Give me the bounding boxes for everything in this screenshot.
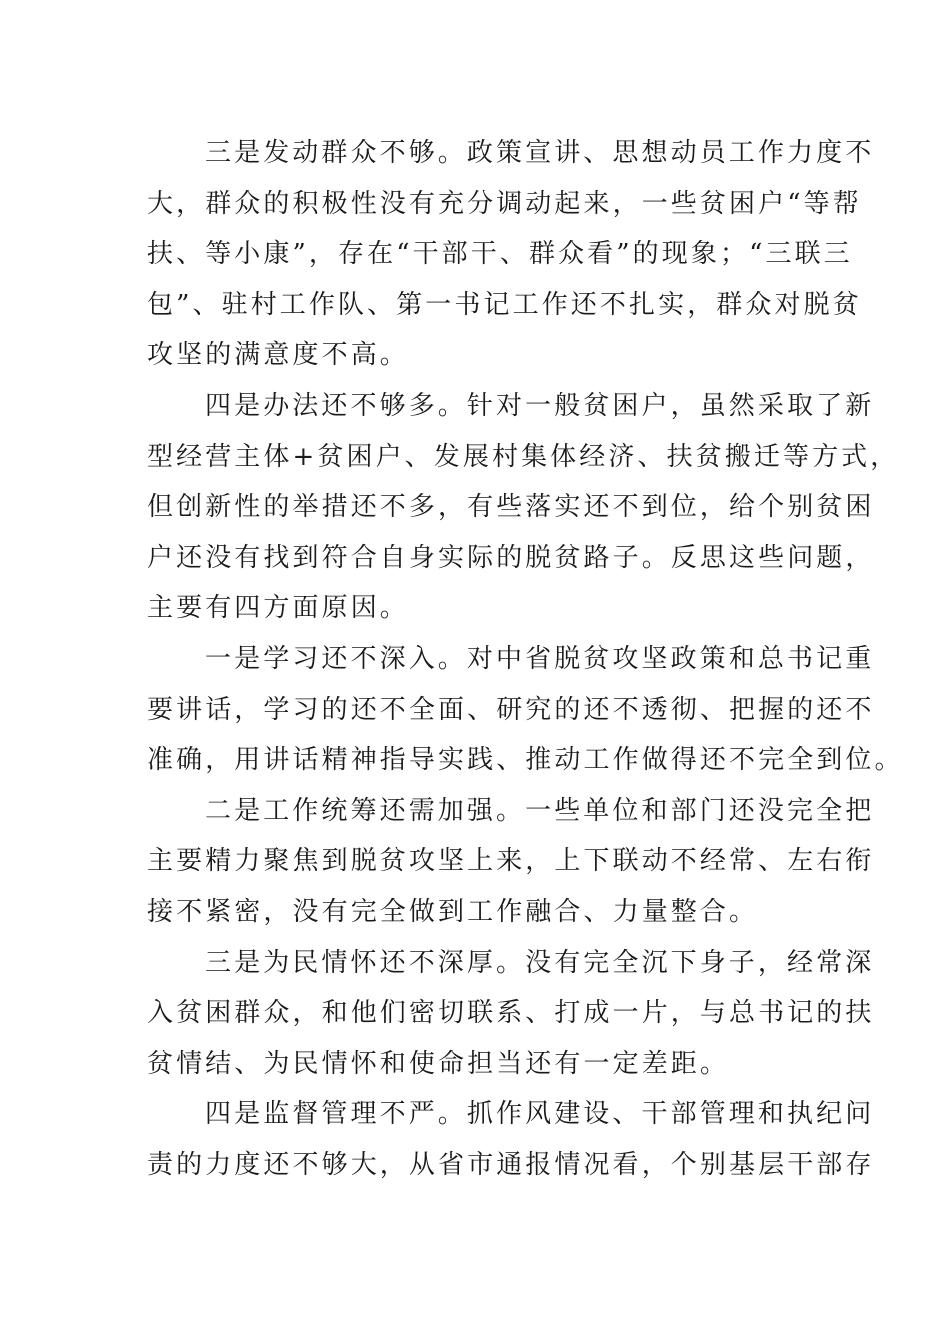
text-line: 扶、等小康”，存在“干部干、群众看”的现象；“三联三 — [147, 239, 853, 270]
text-line: 接不紧密，没有完全做到工作融合、力量整合。 — [147, 896, 759, 927]
text-line: 但创新性的举措还不多，有些落实还不到位，给个别贫困 — [147, 492, 875, 523]
text-line: 三是发动群众不够。政策宣讲、思想动员工作力度不 — [205, 138, 875, 168]
text-line: 主要精力聚焦到脱贫攻坚上来，上下联动不经常、左右衔 — [147, 846, 875, 877]
paragraph-sentiment — [147, 938, 875, 1090]
paragraph-supervision — [147, 1089, 875, 1190]
text-line: 贫情结、为民情怀和使命担当还有一定差距。 — [147, 1048, 730, 1079]
text-line: 责的力度还不够大，从省市通报情况看，个别基层干部存 — [147, 1149, 875, 1180]
text-line: 包”、驻村工作队、第一书记工作还不扎实，群众对脱贫 — [147, 289, 862, 320]
paragraph-methods — [147, 381, 900, 634]
text-line: 大，群众的积极性没有充分调动起来，一些贫困户“等帮 — [147, 188, 862, 219]
text-line: 入贫困群众，和他们密切联系、打成一片，与总书记的扶 — [147, 998, 875, 1029]
text-line: 型经营主体+贫困户、发展村集体经济、扶贫搬迁等方式， — [147, 441, 900, 472]
text-line: 主要有四方面原因。 — [147, 593, 409, 624]
paragraph-study — [147, 634, 904, 786]
text-line: 攻坚的满意度不高。 — [147, 340, 409, 371]
text-line: 三是为民情怀还不深厚。没有完全沉下身子，经常深 — [205, 947, 875, 978]
text-line: 要讲话，学习的还不全面、研究的还不透彻、把握的还不 — [147, 694, 875, 725]
text-line: 准确，用讲话精神指导实践、推动工作做得还不完全到位。 — [147, 745, 904, 776]
paragraph-coordination — [147, 786, 875, 938]
text-line: 户还没有找到符合自身实际的脱贫路子。反思这些问题， — [147, 542, 875, 573]
document-body — [147, 128, 904, 1190]
text-line: 二是工作统筹还需加强。一些单位和部门还没完全把 — [205, 795, 875, 826]
text-line: 四是办法还不够多。针对一般贫困户，虽然采取了新 — [205, 390, 875, 421]
text-line: 一是学习还不深入。对中省脱贫攻坚政策和总书记重 — [205, 643, 875, 674]
paragraph-mobilization — [147, 128, 875, 381]
text-line: 四是监督管理不严。抓作风建设、干部管理和执纪问 — [205, 1099, 875, 1130]
